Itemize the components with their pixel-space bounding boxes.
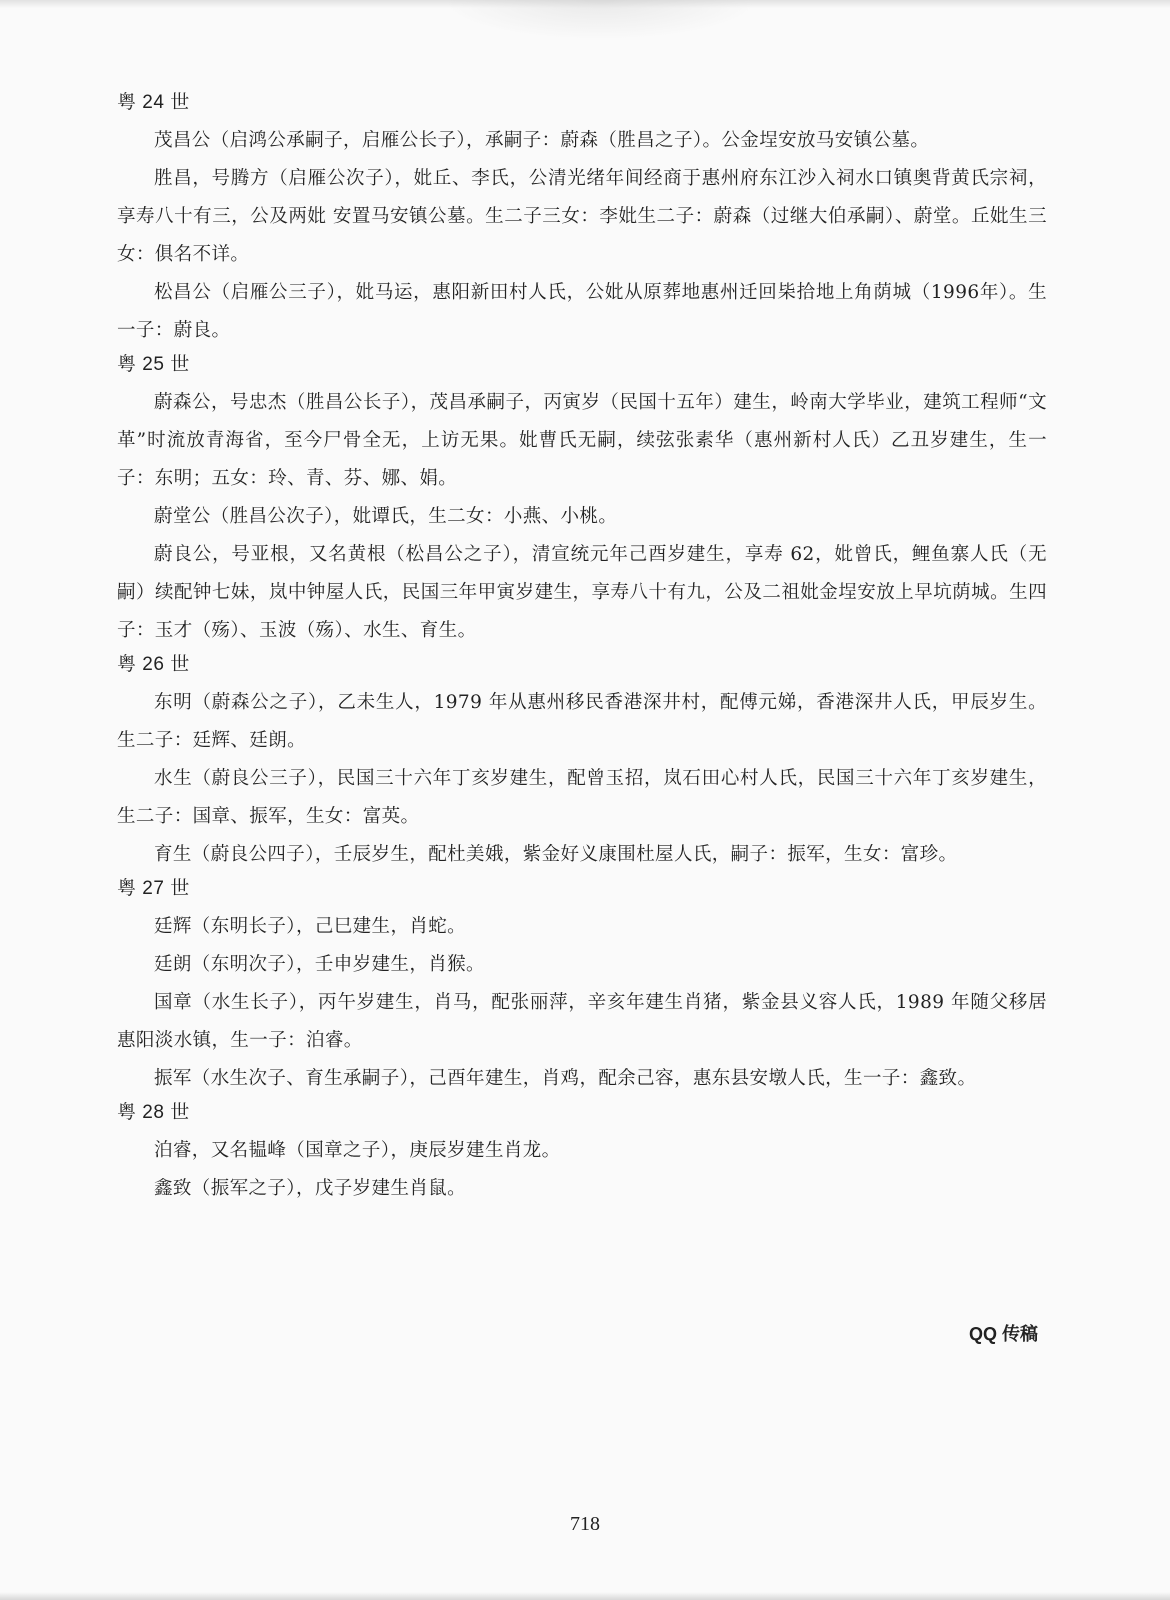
entry-guozhang: 国章（水生长子），丙午岁建生，肖马，配张丽萍，辛亥年建生肖猪，紫金县义容人氏，1989 年随父移居惠阳淡水镇，生一子：泊睿。 — [117, 992, 1047, 1051]
entry-maochang: 茂昌公（启鸿公承嗣子，启雁公长子），承嗣子：蔚森（胜昌之子）。公金埕安放马安镇公墓。 — [154, 130, 930, 151]
generation-heading-28: 粤 28 世 — [117, 1102, 190, 1123]
entry-weiliang: 蔚良公，号亚根，又名黄根（松昌公之子），清宣统元年己酉岁建生，享寿 62，妣曾氏，鲤鱼寨人氏（无嗣）续配钟七妹，岚中钟屋人氏，民国三年甲寅岁建生，享寿八十有九，公及二祖妣金埕安放上早坑荫城。生四子：玉才（殇）、玉波（殇）、水生、育生。 — [117, 544, 1047, 641]
entry-songchang: 松昌公（启雁公三子），妣马运，惠阳新田村人氏，公妣从原葬地惠州迁回枈拾地上角荫城（1996年）。生一子：蔚良。 — [117, 282, 1047, 341]
entry-weisen: 蔚森公，号忠杰（胜昌公长子），茂昌承嗣子，丙寅岁（民国十五年）建生，岭南大学毕业，建筑工程师“文革”时流放青海省，至今尸骨全无，上访无果。妣曹氏无嗣，续弦张素华（惠州新村人氏）乙丑岁建生，生一子：东明；五女：玲、青、芬、娜、娟。 — [117, 392, 1047, 489]
entry-dongming: 东明（蔚森公之子），乙未生人，1979 年从惠州移民香港深井村，配傅元娣，香港深井人氏，甲辰岁生。生二子：廷辉、廷朗。 — [117, 692, 1047, 751]
entry-weitang: 蔚堂公（胜昌公次子），妣谭氏，生二女：小燕、小桃。 — [154, 506, 618, 527]
entry-tinglang: 廷朗（东明次子），壬申岁建生，肖猴。 — [154, 954, 485, 975]
generation-heading-24: 粤 24 世 — [117, 92, 190, 113]
page-number: 718 — [570, 1513, 600, 1535]
scan-edge-bottom — [0, 1592, 1170, 1600]
entry-borui: 泊睿，又名韫峰（国章之子），庚辰岁建生肖龙。 — [154, 1140, 561, 1161]
generation-heading-25: 粤 25 世 — [117, 354, 190, 375]
document-body — [117, 88, 1047, 1208]
entry-shuisheng: 水生（蔚良公三子），民国三十六年丁亥岁建生，配曾玉招，岚石田心村人氏，民国三十六年丁亥岁建生，生二子：国章、振军，生女：富英。 — [117, 768, 1047, 827]
entry-tinghui: 廷辉（东明长子），己巳建生，肖蛇。 — [154, 916, 467, 937]
entry-shengchang: 胜昌，号腾方（启雁公次子），妣丘、李氏，公清光绪年间经商于惠州府东江沙入祠水口镇奥背黄氏宗祠，享寿八十有三，公及两妣 安置马安镇公墓。生二子三女：李妣生二子：蔚森（过继大伯承嗣）、蔚堂。丘妣生三女：俱名不详。 — [117, 168, 1047, 265]
entry-zhenjun: 振军（水生次子、育生承嗣子），己酉年建生，肖鸡，配余己容，惠东县安墩人氏，生一子：鑫致。 — [154, 1068, 977, 1089]
entry-xinzhi: 鑫致（振军之子），戊子岁建生肖鼠。 — [154, 1178, 467, 1199]
scan-shadow — [440, 0, 760, 40]
generation-heading-27: 粤 27 世 — [117, 878, 190, 899]
generation-heading-26: 粤 26 世 — [117, 654, 190, 675]
entry-yusheng: 育生（蔚良公四子），壬辰岁生，配杜美娥，紫金好义康围杜屋人氏，嗣子：振军，生女：富珍。 — [154, 844, 958, 865]
source-credit: QQ 传稿 — [968, 1324, 1038, 1344]
